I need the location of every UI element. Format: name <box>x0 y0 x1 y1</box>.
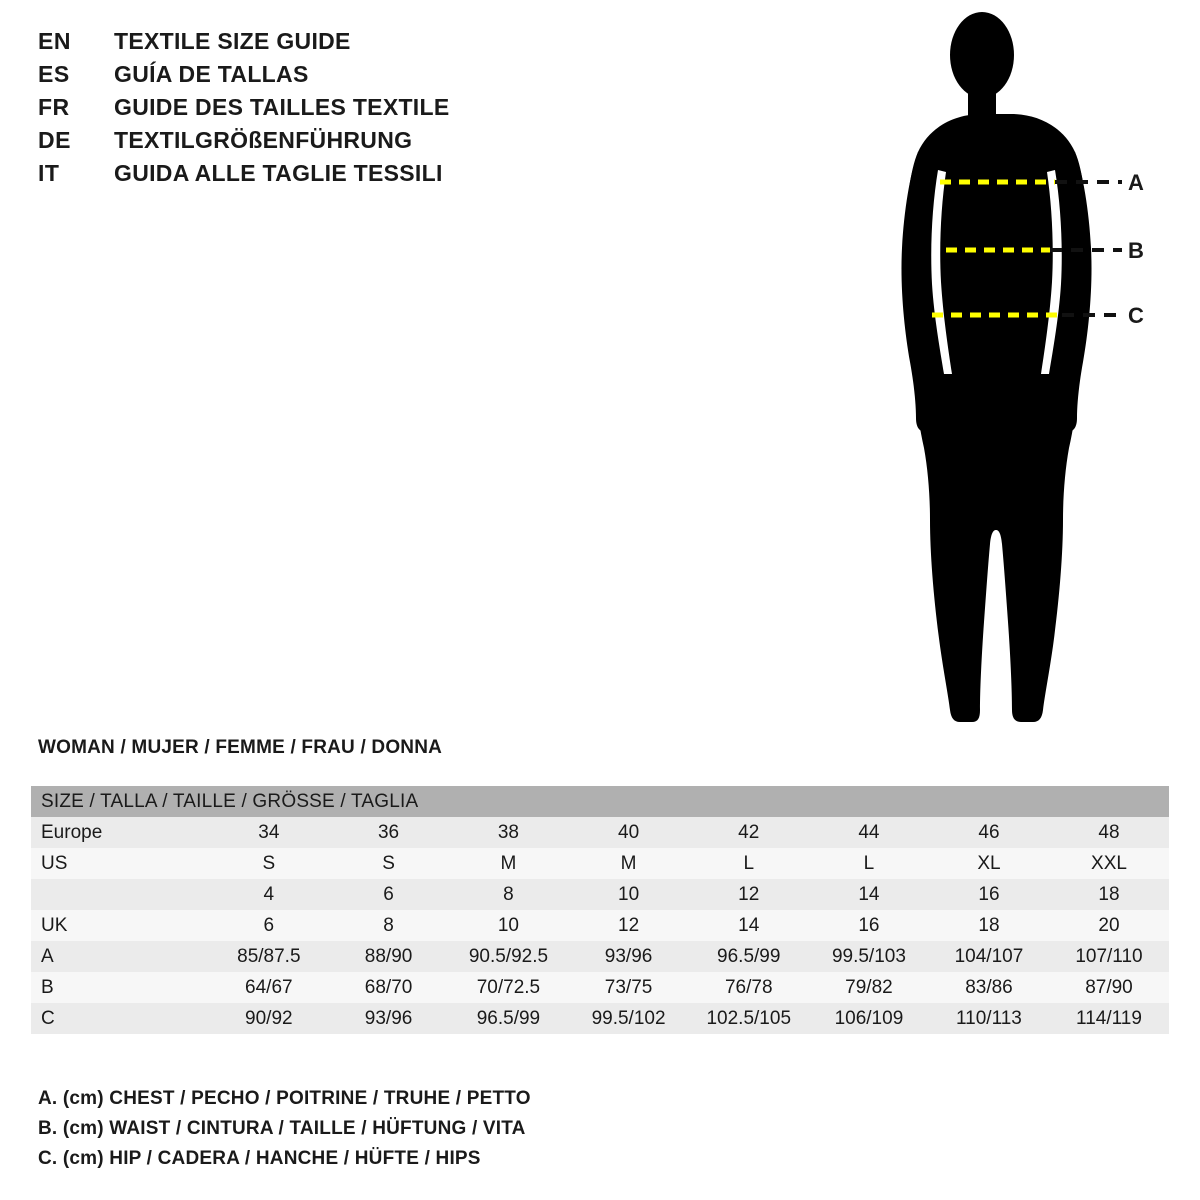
table-header-row <box>31 786 1169 817</box>
table-header-label: SIZE / TALLA / TAILLE / GRÖSSE / TAGLIA <box>41 790 419 812</box>
size-table <box>31 786 1169 1034</box>
legend-line-a: A. (cm) CHEST / PECHO / POITRINE / TRUHE / PETTO <box>38 1088 531 1109</box>
cell: 18 <box>978 914 1000 936</box>
title-row <box>38 160 598 193</box>
cell: L <box>743 852 755 874</box>
cell: M <box>500 852 517 874</box>
cell: 36 <box>377 821 400 843</box>
cell: 14 <box>858 883 880 905</box>
table-row <box>31 879 1169 910</box>
cell: XL <box>977 852 1001 874</box>
cell: 8 <box>383 914 394 936</box>
title-row <box>38 28 598 61</box>
cell: 102.5/105 <box>706 1007 792 1029</box>
cell: 6 <box>383 883 394 905</box>
cell: 6 <box>263 914 275 936</box>
title-language-code: IT <box>38 160 60 186</box>
cell: 40 <box>618 821 640 843</box>
cell: 87/90 <box>1085 976 1133 998</box>
cell: 10 <box>497 914 519 936</box>
cell: 4 <box>263 883 275 905</box>
cell: 68/70 <box>364 976 413 998</box>
cell: 20 <box>1098 914 1120 936</box>
table-row <box>31 1003 1169 1034</box>
cell: 73/75 <box>604 976 653 998</box>
cell: 110/113 <box>956 1007 1022 1029</box>
title-text: GUIDA ALLE TAGLIE TESSILI <box>114 160 443 186</box>
cell: 70/72.5 <box>476 976 541 998</box>
cell: 90.5/92.5 <box>468 945 549 967</box>
cell: 104/107 <box>954 945 1024 967</box>
cell: 106/109 <box>834 1007 904 1029</box>
section-heading: WOMAN / MUJER / FEMME / FRAU / DONNA <box>38 737 443 758</box>
cell: 88/90 <box>364 945 413 967</box>
title-language-code: FR <box>38 94 70 120</box>
table-row <box>31 972 1169 1003</box>
measure-label-c: C <box>1128 303 1144 328</box>
size-guide-figure <box>860 10 1190 740</box>
cell: 64/67 <box>245 976 293 998</box>
title-row <box>38 61 598 94</box>
title-row <box>38 127 598 160</box>
title-language-code: EN <box>38 28 71 54</box>
table-row <box>31 848 1169 879</box>
cell: S <box>262 852 276 874</box>
cell: 99.5/103 <box>831 945 906 967</box>
woman-silhouette-icon <box>860 10 1190 740</box>
row-label: B <box>41 976 54 998</box>
title-row <box>38 94 598 127</box>
table-row <box>31 910 1169 941</box>
cell: M <box>620 852 637 874</box>
cell: 48 <box>1098 821 1120 843</box>
title-language-code: DE <box>38 127 71 153</box>
cell: 18 <box>1098 883 1120 905</box>
title-text: TEXTILGRÖßENFÜHRUNG <box>114 127 413 153</box>
table-row <box>31 941 1169 972</box>
cell: L <box>863 852 875 874</box>
cell: 16 <box>858 914 880 936</box>
cell: 93/96 <box>604 945 653 967</box>
cell: S <box>382 852 395 874</box>
cell: 107/110 <box>1075 945 1143 967</box>
cell: 42 <box>738 821 760 843</box>
cell: 114/119 <box>1076 1007 1142 1029</box>
row-label: A <box>41 945 54 967</box>
cell: 46 <box>978 821 1000 843</box>
cell: 14 <box>738 914 760 936</box>
cell: 8 <box>503 883 514 905</box>
cell: 79/82 <box>845 976 893 998</box>
title-text: TEXTILE SIZE GUIDE <box>114 28 351 54</box>
cell: 83/86 <box>965 976 1013 998</box>
title-block <box>38 28 598 193</box>
title-text: GUÍA DE TALLAS <box>114 61 309 87</box>
table-row <box>31 817 1169 848</box>
cell: 12 <box>738 883 760 905</box>
cell: 96.5/99 <box>476 1007 541 1029</box>
row-label: Europe <box>41 821 103 843</box>
cell: 90/92 <box>245 1007 293 1029</box>
cell: XXL <box>1091 852 1127 874</box>
row-label: UK <box>41 914 68 936</box>
row-label: US <box>41 852 68 874</box>
row-label <box>31 879 209 910</box>
cell: 34 <box>258 821 280 843</box>
cell: 96.5/99 <box>717 945 781 967</box>
cell: 76/78 <box>724 976 773 998</box>
cell: 44 <box>858 821 880 843</box>
legend-line-c: C. (cm) HIP / CADERA / HANCHE / HÜFTE / HIPS <box>38 1148 481 1169</box>
cell: 99.5/102 <box>591 1007 666 1029</box>
cell: 16 <box>978 883 1000 905</box>
cell: 38 <box>497 821 519 843</box>
cell: 93/96 <box>364 1007 413 1029</box>
legend-line-b: B. (cm) WAIST / CINTURA / TAILLE / HÜFTUNG / VITA <box>38 1118 526 1139</box>
legend-block <box>38 1088 738 1178</box>
row-label: C <box>41 1007 55 1029</box>
measure-label-a: A <box>1128 170 1144 195</box>
cell: 10 <box>618 883 640 905</box>
cell: 12 <box>618 914 640 936</box>
cell: 85/87.5 <box>237 945 301 967</box>
title-language-code: ES <box>38 61 70 87</box>
title-text: GUIDE DES TAILLES TEXTILE <box>114 94 450 120</box>
measure-label-b: B <box>1128 238 1144 263</box>
